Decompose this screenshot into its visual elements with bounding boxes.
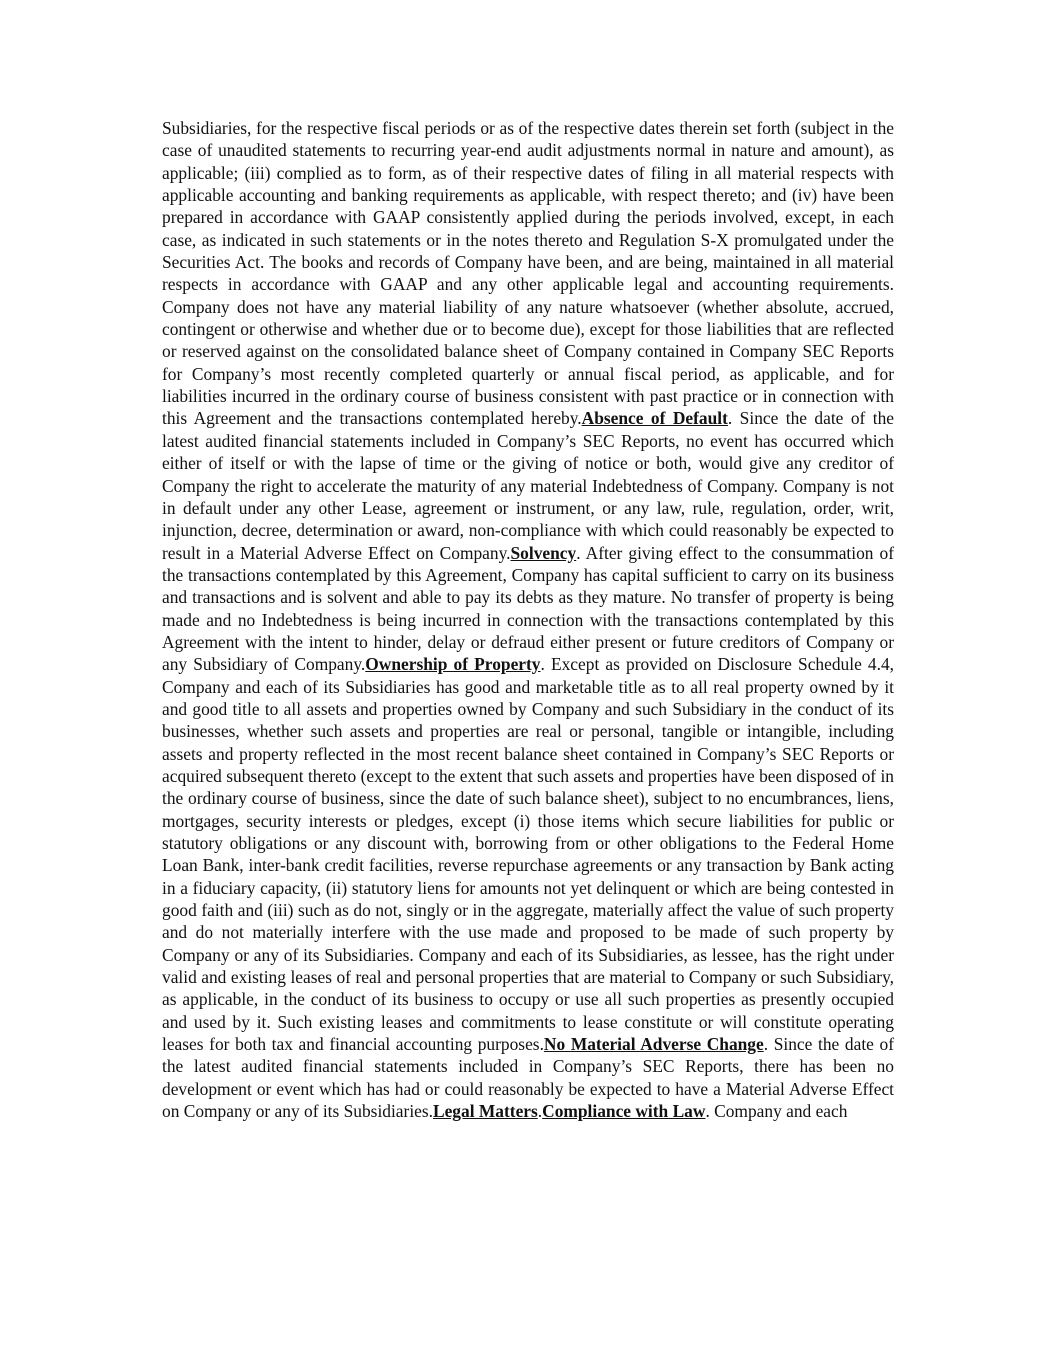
heading-no-material-adverse-change: No Material Adverse Change — [543, 1034, 764, 1055]
text-segment: . After giving effect to the consummation of the transactions contemplated by this Agreement, Company has capital sufficient to carry on its business and transactions and is solvent and able to pay its debts as they mature. No transfer of property is being made and no Indebtedness is being incurred in connection with the transactions contemplated by this Agreement with the intent to hinder, delay or defraud either present or future creditors of Company or any Subsidiary of Company. — [162, 542, 894, 675]
text-segment: . Company and each — [705, 1101, 848, 1122]
heading-solvency: Solvency — [510, 542, 577, 563]
heading-legal-matters: Legal Matters — [432, 1101, 538, 1122]
text-segment: Subsidiaries, for the respective fiscal periods or as of the respective dates therein set forth (subject in the case of unaudited statements to recurring year-end audit adjustments normal in nature and amount), as applicable; (iii) complied as to form, as of their respective dates of filing in all material respects with applicable accounting and banking requirements as applicable, with respect thereto; and (iv) have been prepared in accordance with GAAP consistently applied during the periods involved, except, in each case, as indicated in such statements or in the notes thereto and Regulation S-X promulgated under the Securities Act. The books and records of Company have been, and are being, maintained in all material respects in accordance with GAAP and any other applicable legal and accounting requirements. Company does not have any material liability of any nature whatsoever (whether absolute, accrued, contingent or otherwise and whether due or to become due), except for those liabilities that are reflected or reserved against on the consolidated balance sheet of Company contained in Company SEC Reports for Company’s most recently completed quarterly or annual fiscal period, as applicable, and for liabilities incurred in the ordinary course of business consistent with past practice or in connection with this Agreement and the transactions contemplated hereby. — [162, 118, 894, 429]
body-paragraph — [162, 117, 894, 1122]
text-segment: . Since the date of the latest audited financial statements included in Company’s SEC Reports, no event has occurred which either of itself or with the lapse of time or the giving of notice or both, would give any creditor of Company the right to accelerate the maturity of any material Indebtedness of Company. Company is not in default under any other Lease, agreement or instrument, or any law, rule, regulation, order, writ, injunction, decree, determination or award, non-compliance with which could reasonably be expected to result in a Material Adverse Effect on Company. — [162, 408, 894, 563]
document-page — [162, 117, 894, 1122]
heading-ownership-of-property: Ownership of Property — [365, 654, 541, 675]
text-segment: . — [537, 1101, 543, 1122]
heading-compliance-with-law: Compliance with Law — [542, 1101, 706, 1122]
text-segment: . Except as provided on Disclosure Schedule 4.4, Company and each of its Subsidiaries has good and marketable title as to all real property owned by it and good title to all assets and properties owned by Company and such Subsidiary in the conduct of its businesses, whether such assets and properties are real or personal, tangible or intangible, including assets and property reflected in the most recent balance sheet contained in Company’s SEC Reports or acquired subsequent thereto (except to the extent that such assets and properties have been disposed of in the ordinary course of business, since the date of such balance sheet), subject to no encumbrances, liens, mortgages, security interests or pledges, except (i) those items which secure liabilities for public or statutory obligations or any discount with, borrowing from or other obligations to the Federal Home Loan Bank, inter-bank credit facilities, reverse repurchase agreements or any transaction by Bank acting in a fiduciary capacity, (ii) statutory liens for amounts not yet delinquent or which are being contested in good faith and (iii) such as do not, singly or in the aggregate, materially affect the value of such property and do not materially interfere with the use made and proposed to be made of such property by Company or any of its Subsidiaries. Company and each of its Subsidiaries, as lessee, has the right under valid and existing leases of real and personal properties that are material to Company or such Subsidiary, as applicable, in the conduct of its business to occupy or use all such properties as presently occupied and used by it. Such existing leases and commitments to lease constitute or will constitute operating leases for both tax and financial accounting purposes. — [162, 654, 895, 1055]
text-segment: . Since the date of the latest audited financial statements included in Company’s SEC Reports, there has been no development or event which has had or could reasonably be expected to have a Material Adverse Effect on Company or any of its Subsidiaries. — [162, 1034, 895, 1122]
heading-absence-of-default: Absence of Default — [581, 408, 728, 429]
